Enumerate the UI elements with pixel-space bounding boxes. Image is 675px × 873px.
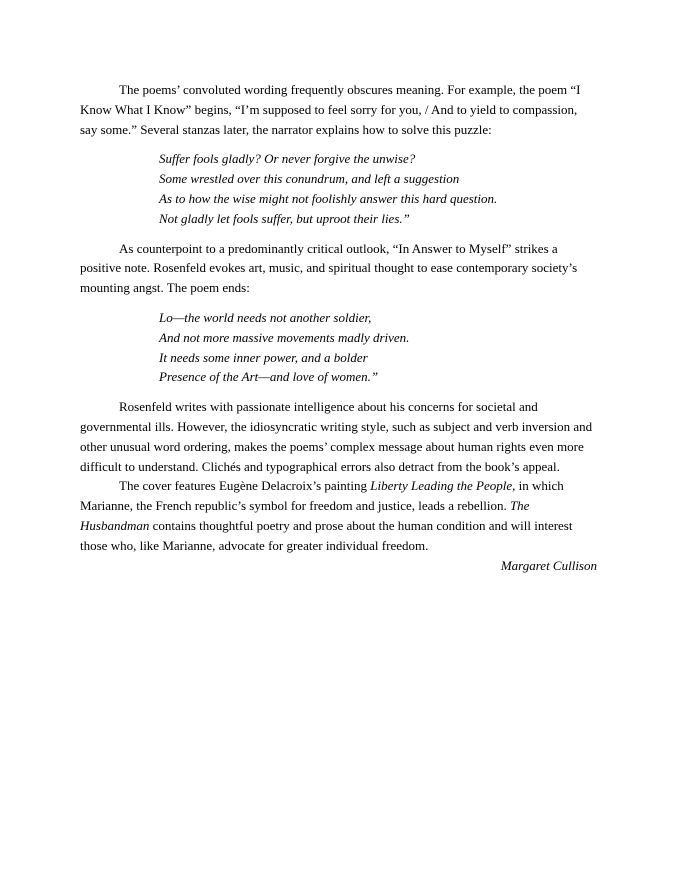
paragraph-4 xyxy=(80,476,597,555)
reviewer-byline: Margaret Cullison xyxy=(500,557,597,573)
poem-line: And not more massive movements madly driven. xyxy=(159,329,410,345)
paragraph-3: Rosenfeld writes with passionate intelligence about his concerns for societal and governmental ills. However, the idiosyncratic writing style, such as subject and verb inversion and other unusual word ordering, makes the poems’ complex message about human rights even more difficult to understand. Clichés and typographical errors also detract from the book’s appeal. xyxy=(80,399,593,474)
spacer xyxy=(80,229,597,239)
poem-excerpt-2 xyxy=(80,308,597,387)
paragraph-4-text-middle: , in which Marianne, the French republic’s symbol for freedom and justice, leads a rebellion. xyxy=(80,478,564,514)
poem-line: Not gladly let fools suffer, but uproot their lies.” xyxy=(159,210,410,226)
poem-line: Suffer fools gladly? Or never forgive the unwise? xyxy=(159,151,416,167)
book-title: The Husbandman xyxy=(80,498,530,533)
poem-line: As to how the wise might not foolishly answer this hard question. xyxy=(159,190,498,206)
spacer xyxy=(80,139,597,149)
paragraph-2: As counterpoint to a predominantly critical outlook, “In Answer to Myself” strikes a positive note. Rosenfeld evokes art, music, and spiritual thought to ease contemporary society’s mounting angst. The poem ends: xyxy=(80,240,578,296)
spacer xyxy=(80,298,597,308)
spacer xyxy=(80,387,597,397)
paragraph-4-text-end: contains thoughtful poetry and prose about the human condition and will interest those who, like Marianne, advocate for greater individual freedom. xyxy=(80,517,573,553)
poem-line: Some wrestled over this conundrum, and left a suggestion xyxy=(159,171,460,187)
poem-line: It needs some inner power, and a bolder xyxy=(159,349,368,365)
poem-excerpt-1 xyxy=(80,149,597,228)
poem-line: Presence of the Art—and love of women.” xyxy=(159,369,379,385)
painting-title: Liberty Leading the People xyxy=(370,478,513,494)
paragraph-4-text-start: The cover features Eugène Delacroix’s painting xyxy=(119,478,371,494)
review-page xyxy=(80,80,597,575)
poem-line: Lo—the world needs not another soldier, xyxy=(159,309,372,325)
paragraph-1: The poems’ convoluted wording frequently obscures meaning. For example, the poem “I Know What I Know” begins, “I’m supposed to feel sorry for you, / And to yield to compassion, say some.” Several stanzas later, the narrator explains how to solve this puzzle: xyxy=(80,82,581,137)
